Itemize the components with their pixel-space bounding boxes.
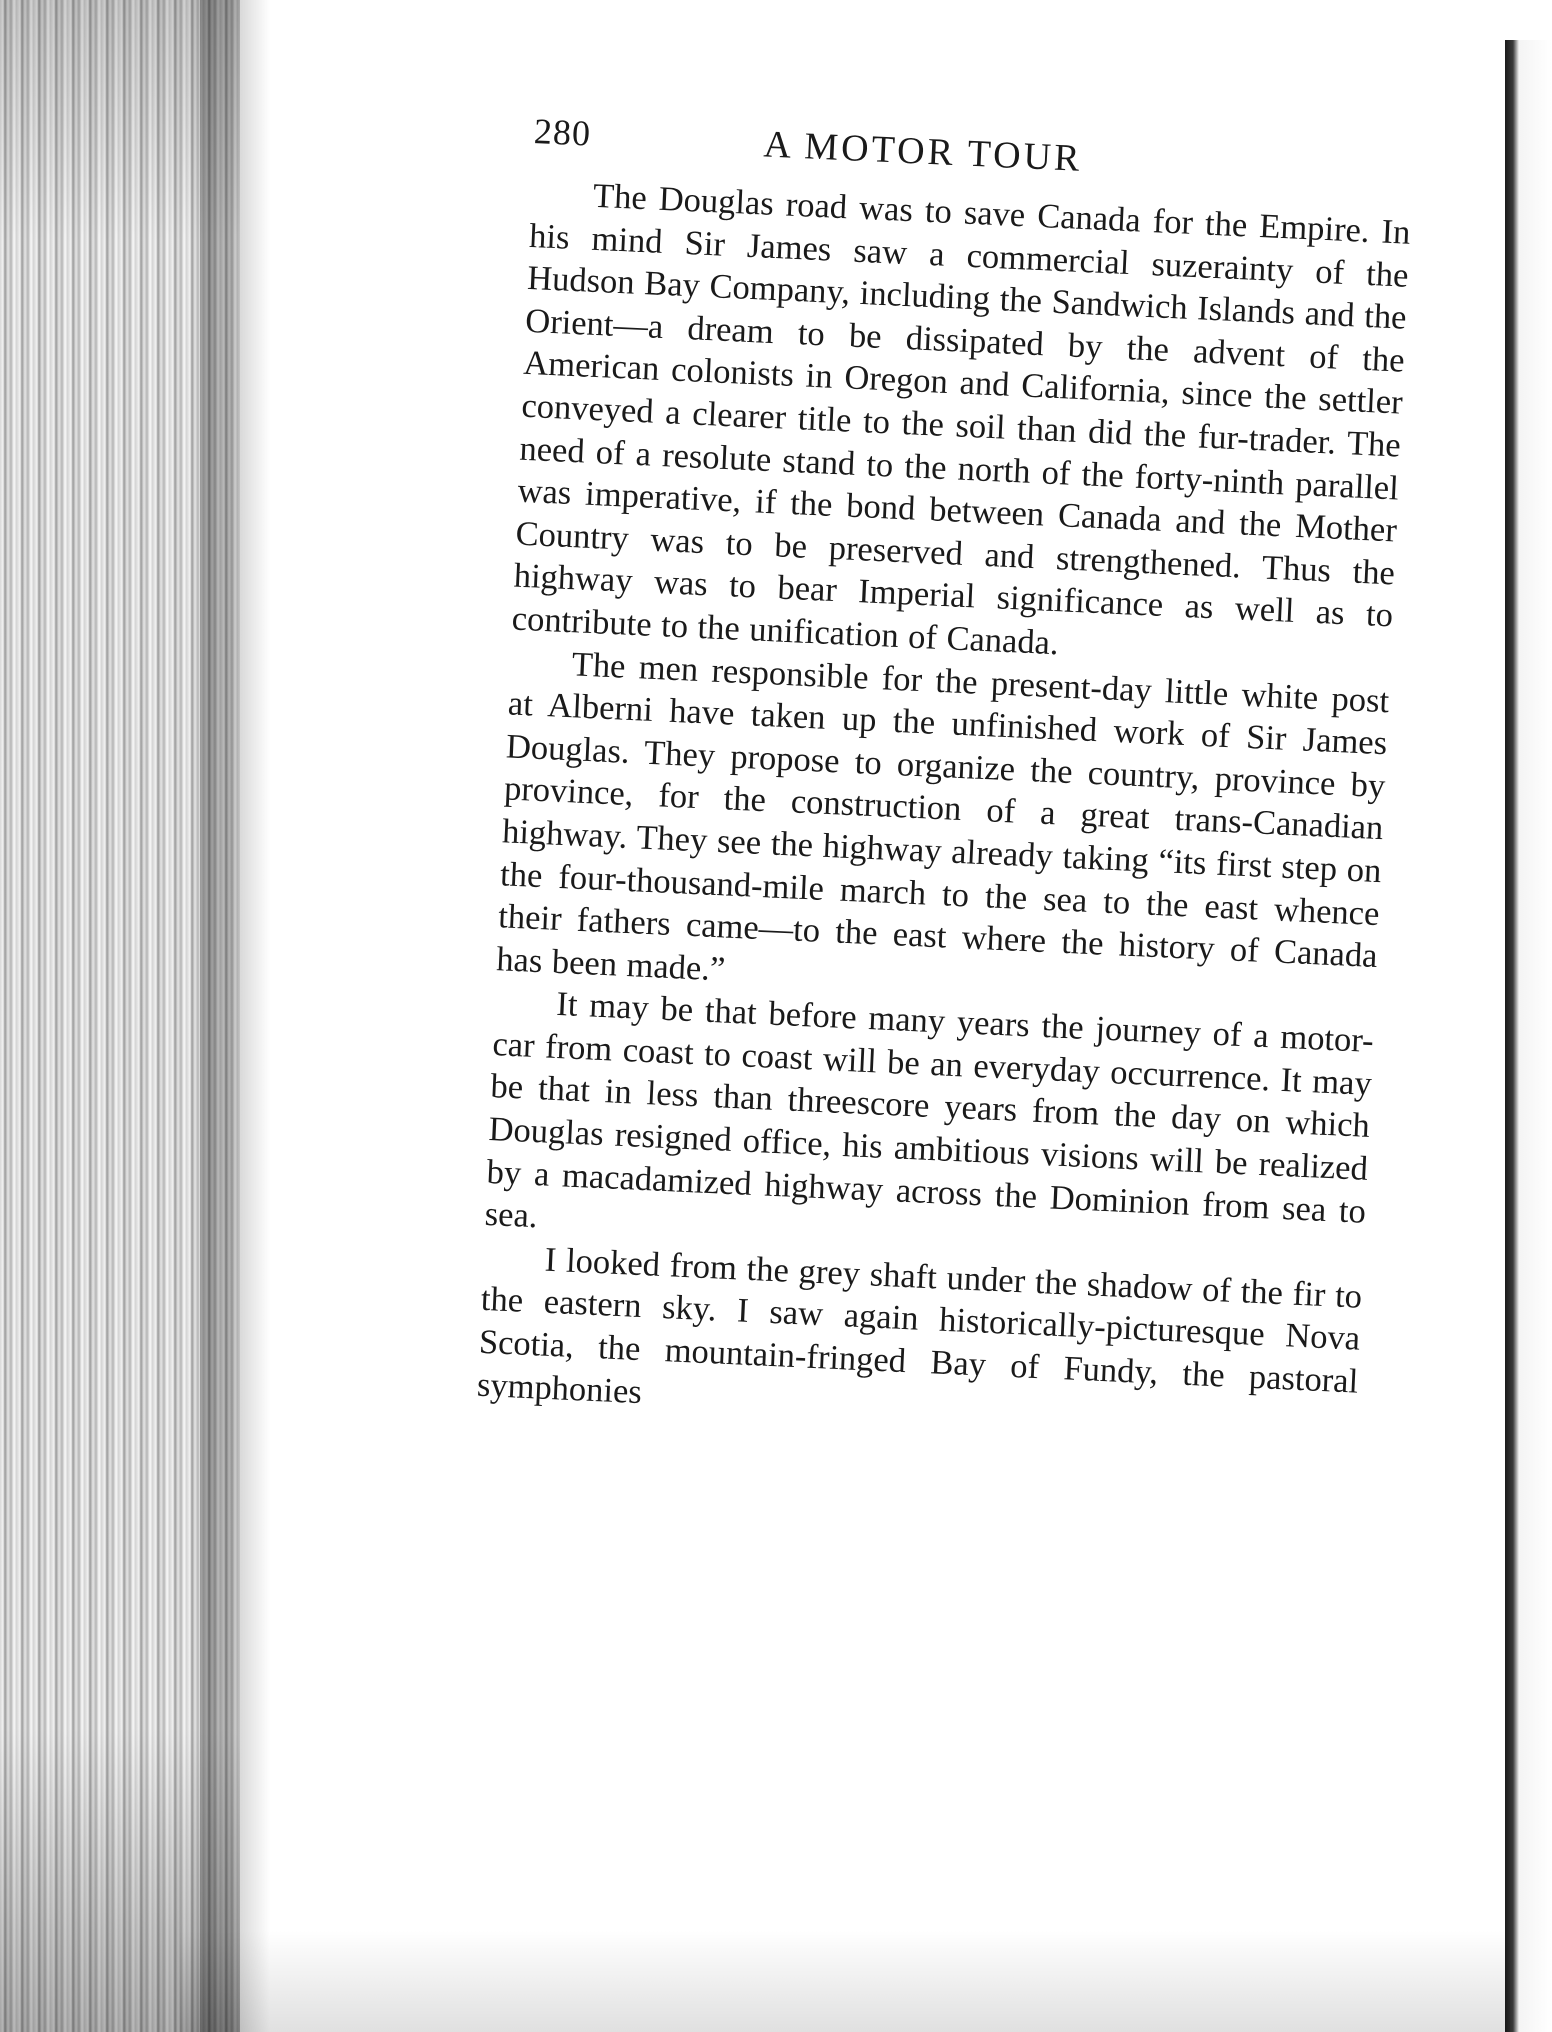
running-title: A MOTOR TOUR <box>762 123 1084 180</box>
paragraph-motor-car-journey: It may be that before many years the journey of a motor-car from coast to coast will be an everyday occurrence. It may be that in less than threescore years from the day on which Douglas resigned office, his ambitious visions will be realized by a macadamized highway across the Dominion from sea to sea. <box>484 985 1375 1236</box>
gutter-shadow <box>200 0 270 2032</box>
right-page-edge <box>1505 40 1552 2032</box>
book-page <box>255 20 1505 1960</box>
page-number: 280 <box>533 110 592 154</box>
paragraph-douglas-road: The Douglas road was to save Canada for the Empire. In his mind Sir James saw a commercial suzerainty of the Hudson Bay Company, including the Sandwich Islands and the Orient—a dream to be dissipated by the advent of the American colonists in Oregon and California, since the settler conveyed a clearer title to the soil than did the fur-trader. The need of a resolute stand to the north of the forty-ninth parallel was imperative, if the bond between Canada and the Mother Country was to be preserved and strengthened. Thus the highway was to bear Imperial significance as well as to contribute to the unification of Canada. <box>511 176 1412 663</box>
page-content <box>476 110 1414 1446</box>
bottom-shadow <box>180 1930 1510 2032</box>
paragraph-eastern-sky: I looked from the grey shaft under the shadow of the fir to the eastern sky. I saw again historically-picturesque Nova Scotia, the mountain-fringed Bay of Fundy, the pastoral symphonies <box>476 1240 1363 1411</box>
paragraph-alberni-post: The men responsible for the present-day little white post at Alberni have taken up the unfinished work of Sir James Douglas. They propose to organize the country, province by province, for the construction of a great trans-Canadian highway. They see the highway already taking “its first step on the four-thousand-mile march to the sea to the east whence their fathers came—to the east where the history of Canada has been made.” <box>495 644 1390 989</box>
